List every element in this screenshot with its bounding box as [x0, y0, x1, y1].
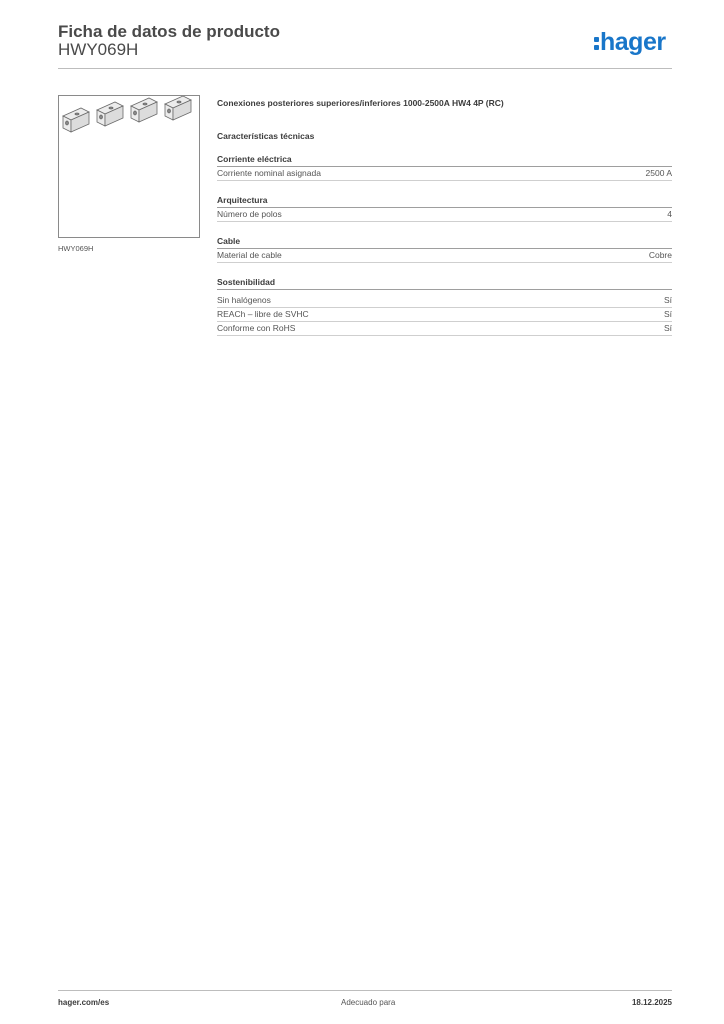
footer-website-link[interactable]: hager.com/es	[58, 998, 110, 1007]
header-divider	[58, 68, 672, 69]
spec-value: 2500 A	[645, 168, 672, 178]
terminal-4	[165, 96, 191, 120]
spec-value: Cobre	[648, 250, 672, 260]
spec-value: Sí	[663, 323, 672, 333]
spec-row	[217, 167, 672, 181]
spec-label: REACh – libre de SVHC	[217, 309, 309, 319]
spec-group-cable	[217, 235, 672, 263]
product-image-caption: HWY069H	[58, 244, 94, 253]
spec-value: Sí	[663, 295, 672, 305]
spec-label: Conforme con RoHS	[217, 323, 296, 333]
spec-group-electric-current	[217, 153, 672, 181]
footer-suitable-for: Adecuado para	[341, 998, 396, 1007]
spec-row	[217, 308, 672, 322]
spec-value: 4	[667, 209, 672, 219]
hager-logo	[594, 30, 666, 55]
spec-row	[217, 294, 672, 308]
spec-row	[217, 322, 672, 336]
spec-group-title: Arquitectura	[217, 194, 672, 208]
footer-divider	[58, 990, 672, 991]
page-title: Ficha de datos de producto	[58, 22, 280, 41]
spec-group-sustainability	[217, 276, 672, 336]
terminal-3	[131, 98, 157, 122]
spec-label: Número de polos	[217, 209, 282, 219]
spec-row	[217, 208, 672, 222]
logo-text: hager	[600, 28, 666, 56]
spec-group-architecture	[217, 194, 672, 222]
logo-colon-mark	[594, 37, 599, 53]
spec-label: Corriente nominal asignada	[217, 168, 321, 178]
spec-row	[217, 249, 672, 263]
product-details	[217, 97, 672, 336]
spec-label: Sin halógenos	[217, 295, 271, 305]
spec-group-title: Corriente eléctrica	[217, 153, 672, 167]
technical-characteristics-heading: Características técnicas	[217, 131, 315, 141]
footer-date: 18.12.2025	[631, 998, 672, 1007]
spec-group-title: Cable	[217, 235, 672, 249]
connection-terminals-image	[59, 96, 199, 237]
spec-group-title: Sostenibilidad	[217, 276, 672, 290]
product-description: Conexiones posteriores superiores/inferiores 1000-2500A HW4 4P (RC)	[217, 98, 504, 108]
spec-value: Sí	[663, 309, 672, 319]
product-reference: HWY069H	[58, 40, 139, 59]
product-image-frame	[58, 95, 200, 238]
terminal-2	[97, 102, 123, 126]
terminal-1	[63, 108, 89, 132]
spec-label: Material de cable	[217, 250, 282, 260]
